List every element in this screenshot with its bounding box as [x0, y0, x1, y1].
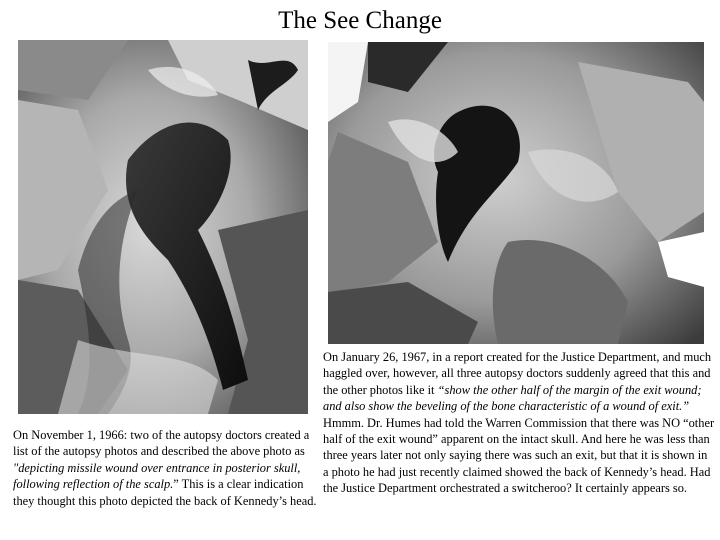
slide-title: The See Change [278, 7, 442, 34]
caption-left-quote: "depicting missile wound over entrance in posterior skull, following reflection of the scalp. [13, 460, 301, 492]
autopsy-photo-right [328, 42, 704, 344]
caption-left [13, 427, 318, 509]
autopsy-photo-left [18, 40, 308, 414]
autopsy-photo-right-image [328, 42, 704, 344]
caption-right [323, 349, 715, 497]
caption-right-text-end: Hmmm. Dr. Humes had told the Warren Commission that there was NO “other half of the exit wound” apparent on the intact skull. And here he was less than three years later not only saying there was such an exit, but that it is shown in a photo he had just recently claimed showed the back of Kennedy’s head. Had the Justice Department orchestrated a switcheroo? It certainly appears so. [323, 415, 715, 496]
caption-right-text: On January 26, 1967, in a report created for the Justice Department, and much haggled over, however, all three autopsy doctors suddenly agreed that this and the other photos like it [323, 350, 712, 397]
autopsy-photo-left-image [18, 40, 308, 414]
caption-right-quote: “show the other half of the margin of the exit wound; and also show the beveling of the bone characteristic of a wound of exit.” [323, 382, 702, 414]
caption-left-text-end: ” This is a clear indication they thought this photo depicted the back of Kennedy’s head. [13, 477, 317, 508]
caption-left-text: On November 1, 1966: two of the autopsy doctors created a list of the autopsy photos and described the above photo as [13, 428, 310, 459]
